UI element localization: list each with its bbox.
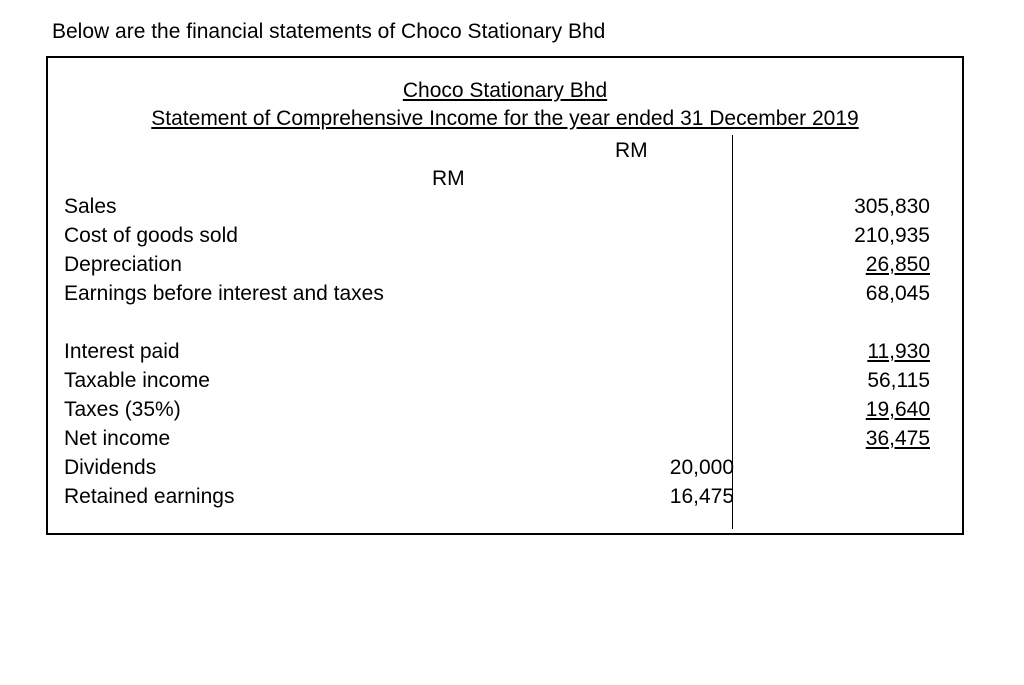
row-retained-earnings bbox=[64, 482, 930, 511]
row-label: Sales bbox=[64, 195, 117, 218]
row-amount: 56,115 bbox=[867, 369, 930, 392]
row-net-income bbox=[64, 424, 930, 453]
row-amount: 305,830 bbox=[854, 195, 930, 218]
row-label: Interest paid bbox=[64, 340, 180, 363]
row-amount: 11,930 bbox=[867, 340, 930, 363]
row-label: Depreciation bbox=[64, 253, 182, 276]
row-amount: 68,045 bbox=[865, 282, 930, 305]
row-amount: 19,640 bbox=[865, 398, 930, 421]
statement-lines bbox=[64, 192, 930, 511]
row-taxes bbox=[64, 395, 930, 424]
row-amount: 26,850 bbox=[865, 253, 930, 276]
row-amount: 20,000 bbox=[669, 456, 734, 479]
row-label: Taxable income bbox=[64, 369, 210, 392]
company-name bbox=[48, 78, 962, 104]
column-header-rm-right: RM bbox=[615, 139, 648, 162]
row-label: Cost of goods sold bbox=[64, 224, 238, 247]
row-amount: 210,935 bbox=[854, 224, 930, 247]
company-name-text: Choco Stationary Bhd bbox=[402, 79, 608, 102]
income-statement-box bbox=[46, 56, 964, 535]
row-ebit bbox=[64, 279, 930, 337]
row-dividends bbox=[64, 453, 930, 482]
row-label: Net income bbox=[64, 427, 171, 450]
row-label: Dividends bbox=[64, 456, 157, 479]
column-header-rm-left: RM bbox=[432, 167, 465, 190]
row-label: Retained earnings bbox=[64, 485, 235, 508]
row-interest-paid bbox=[64, 337, 930, 366]
row-sales bbox=[64, 192, 930, 221]
statement-title-text: Statement of Comprehensive Income for the year ended 31 December 2019 bbox=[151, 107, 859, 130]
row-amount: 16,475 bbox=[669, 485, 734, 508]
row-amount: 36,475 bbox=[865, 427, 930, 450]
row-taxable-income bbox=[64, 366, 930, 395]
intro-text: Below are the financial statements of Choco Stationary Bhd bbox=[52, 20, 606, 43]
row-cost-of-goods-sold bbox=[64, 221, 930, 250]
row-label: Earnings before interest and taxes bbox=[64, 282, 384, 305]
row-depreciation bbox=[64, 250, 930, 279]
row-label: Taxes (35%) bbox=[64, 398, 181, 421]
statement-title bbox=[48, 106, 962, 132]
